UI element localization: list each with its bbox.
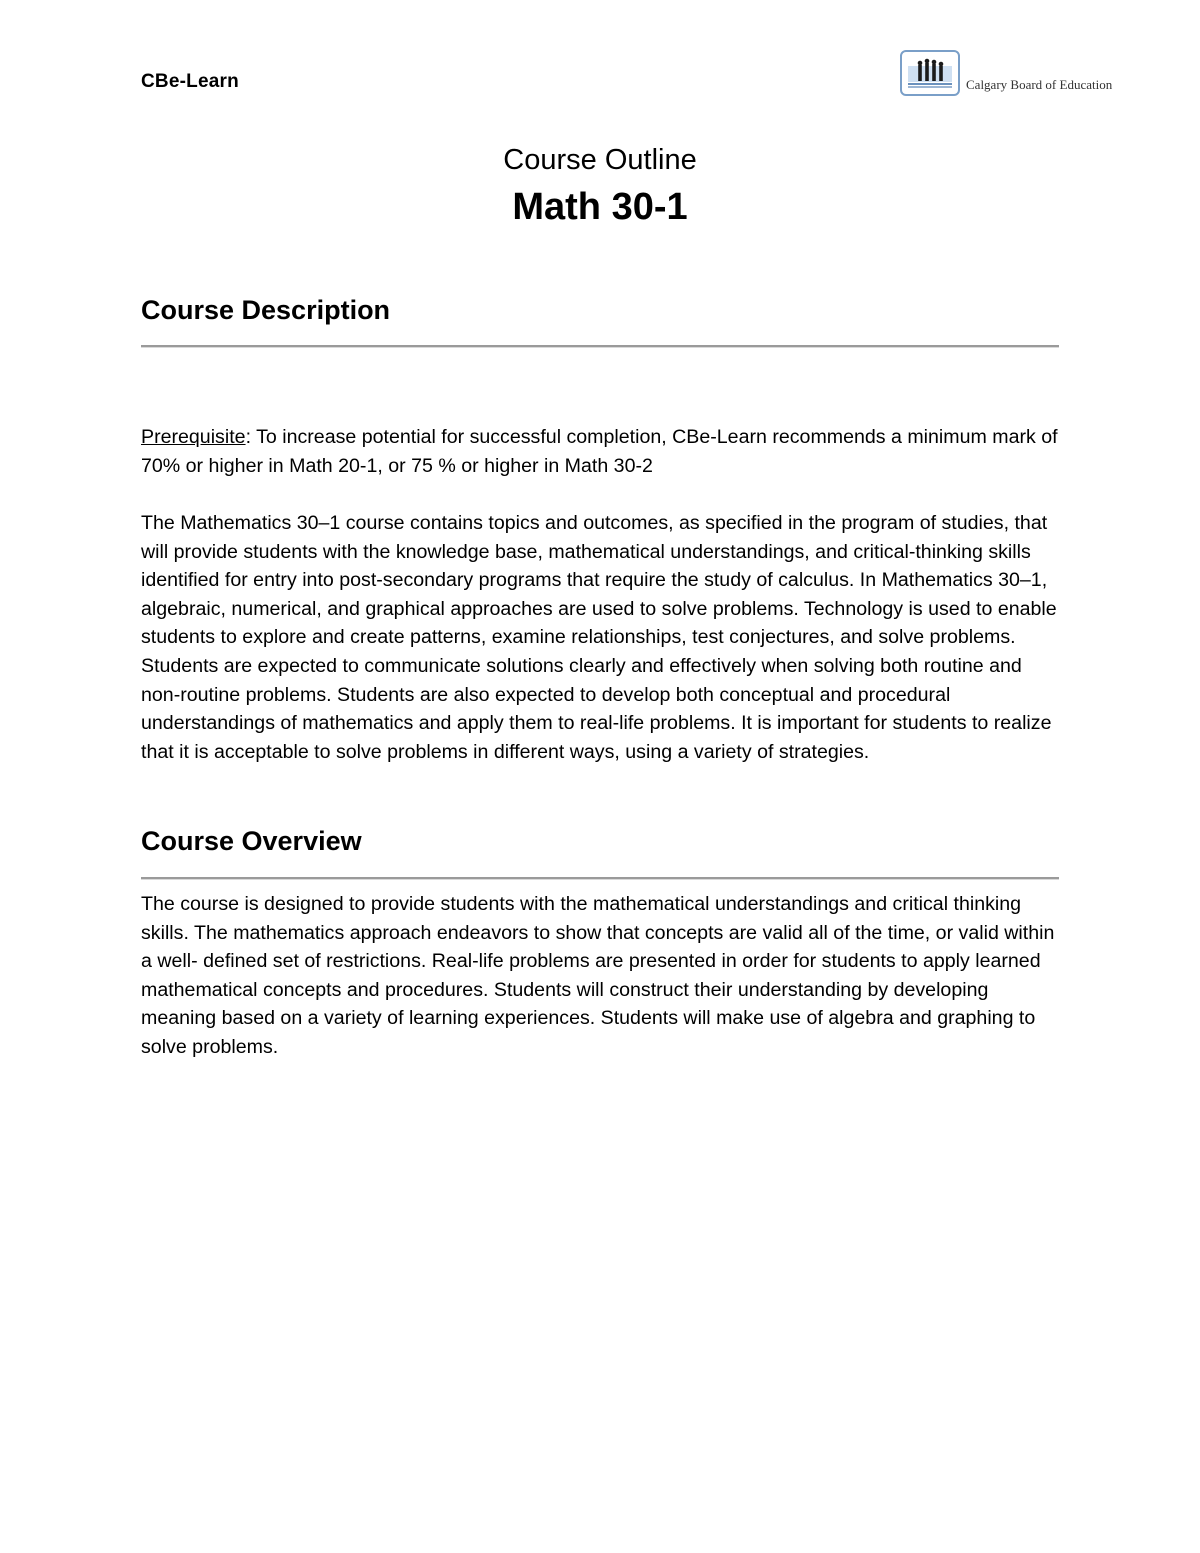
section-divider (141, 345, 1059, 348)
prerequisite-label: Prerequisite (141, 426, 246, 448)
logo-text: Calgary Board of Education (966, 77, 1113, 92)
header-org-name: CBe-Learn (141, 71, 239, 92)
prerequisite-paragraph (141, 423, 1061, 480)
prerequisite-text: : To increase potential for successful completion, CBe-Learn recommends a minimum mark of 70% or higher in Math 20-1, or 75 % or higher in Math 30-2 (141, 426, 1058, 477)
people-icon (902, 52, 958, 94)
section-divider (141, 877, 1059, 880)
logo-emblem (900, 50, 960, 96)
course-description-body: The Mathematics 30–1 course contains topics and outcomes, as specified in the program of studies, that will provide students with the knowledge base, mathematical understandings, and critical-thinking skills identified for entry into post-secondary programs that require the study of calculus. In Mathematics 30–1, algebraic, numerical, and graphical approaches are used to solve problems. Technology is used to enable students to explore and create patterns, examine relationships, test conjectures, and solve problems. Students are expected to communicate solutions clearly and effectively when solving both routine and non-routine problems. Students are also expected to develop both conceptual and procedural understandings of mathematics and apply them to real-life problems. It is important for students to realize that it is acceptable to solve problems in different ways, using a variety of strategies. (141, 512, 1057, 763)
course-overview-body: The course is designed to provide students with the mathematical understandings and critical thinking skills. The mathematics approach endeavors to show that concepts are valid all of the time, or valid within a well- defined set of restrictions. Real-life problems are presented in order for students to apply learned mathematical concepts and procedures. Students will construct their understanding by developing meaning based on a variety of learning experiences. Students will make use of algebra and graphing to solve problems. (141, 893, 1055, 1058)
course-description-heading: Course Description (141, 295, 391, 325)
course-overview-heading: Course Overview (141, 826, 362, 856)
page-title: Course Outline (503, 144, 697, 176)
calgary-board-of-education-logo (900, 50, 1115, 100)
course-name: Math 30-1 (512, 186, 688, 228)
